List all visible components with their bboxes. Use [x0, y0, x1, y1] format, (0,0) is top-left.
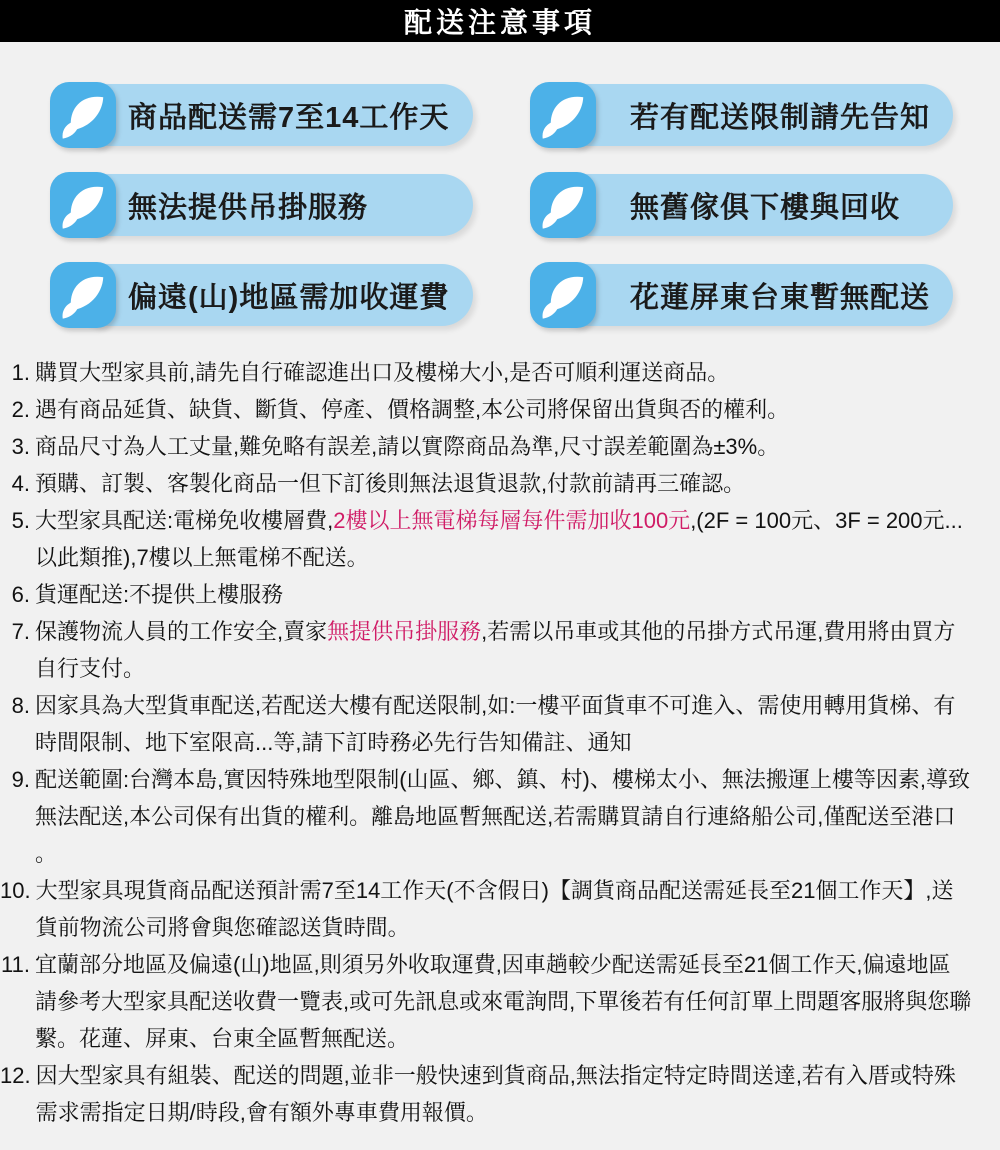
note-text: 因家具為大型貨車配送,若配送大樓有配送限制,如:一樓平面貨車不可進入、需使用轉用貨梯、有時間限制、地下室限高...等,請下訂時務必先行告知備註、通知 — [35, 693, 956, 755]
notes-list — [0, 354, 972, 1131]
note-item — [0, 354, 972, 391]
note-item — [0, 946, 972, 1057]
badge-no-old-furniture-removal — [530, 172, 953, 238]
badge-pill — [554, 174, 953, 236]
note-number: 9. — [11, 767, 30, 792]
note-number: 7. — [11, 619, 30, 644]
badge-label: 花蓮屏東台東暫無配送 — [630, 281, 931, 314]
note-number: 11. — [1, 952, 30, 977]
note-item — [0, 465, 972, 502]
note-number: 5. — [11, 508, 30, 533]
badge-pill — [74, 264, 473, 326]
note-text: 保護物流人員的工作安全,賣家無提供吊掛服務,若需以吊車或其他的吊掛方式吊運,費用將由買方自行支付。 — [35, 619, 956, 681]
note-number: 12. — [0, 1063, 31, 1088]
badge-grid — [50, 82, 950, 328]
leaf-icon — [530, 82, 596, 148]
badge-label: 偏遠(山)地區需加收運費 — [128, 281, 450, 314]
note-highlight-text: 無提供吊掛服務 — [327, 619, 482, 644]
badge-hualien-pingtung-taitung-no-delivery — [530, 262, 953, 328]
badge-pill — [554, 264, 953, 326]
note-item — [0, 1057, 972, 1131]
page-header — [0, 0, 1000, 42]
leaf-icon — [50, 262, 116, 328]
note-text: 大型家具現貨商品配送預計需7至14工作天(不含假日)【調貨商品配送需延長至21個工作天】,送貨前物流公司將會與您確認送貨時間。 — [35, 878, 954, 940]
leaf-icon — [50, 82, 116, 148]
note-text: 預購、訂製、客製化商品一但下訂後則無法退貨退款,付款前請再三確認。 — [35, 471, 746, 496]
note-item — [0, 391, 972, 428]
leaf-icon — [530, 172, 596, 238]
note-text: 商品尺寸為人工丈量,難免略有誤差,請以實際商品為準,尺寸誤差範圍為±3%。 — [35, 434, 780, 459]
badge-delivery-7-14-days — [50, 82, 473, 148]
note-item — [0, 872, 972, 946]
note-number: 1. — [11, 360, 30, 385]
note-item — [0, 502, 972, 576]
badge-remote-area-fee — [50, 262, 473, 328]
badge-delivery-restriction-notice — [530, 82, 953, 148]
note-number: 10. — [0, 878, 31, 903]
badge-pill — [74, 174, 473, 236]
note-text: 配送範圍:台灣本島,實因特殊地型限制(山區、鄉、鎮、村)、樓梯太小、無法搬運上樓等因素,導致無法配送,本公司保有出貨的權利。離島地區暫無配送,若需購買請自行連絡船公司,僅配送至港口。 — [35, 767, 970, 866]
badge-label: 無舊傢俱下樓與回收 — [630, 191, 901, 224]
note-number: 6. — [11, 582, 30, 607]
note-number: 2. — [11, 397, 30, 422]
leaf-icon — [530, 262, 596, 328]
note-text: 貨運配送:不提供上樓服務 — [35, 582, 284, 607]
note-number: 8. — [11, 693, 30, 718]
note-item — [0, 761, 972, 872]
note-text: 宜蘭部分地區及偏遠(山)地區,則須另外收取運費,因車趟較少配送需延長至21個工作天,偏遠地區請參考大型家具配送收費一覽表,或可先訊息或來電詢問,下單後若有任何訂單上問題客服將與您聯繫。花蓮、屏東、台東全區暫無配送。 — [35, 952, 972, 1051]
note-item — [0, 687, 972, 761]
note-number: 3. — [11, 434, 30, 459]
leaf-icon — [50, 172, 116, 238]
note-number: 4. — [11, 471, 30, 496]
note-item — [0, 428, 972, 465]
note-highlight-text: 2樓以上無電梯每層每件需加收100元 — [333, 508, 691, 533]
badge-label: 無法提供吊掛服務 — [128, 191, 369, 224]
badge-label: 若有配送限制請先告知 — [630, 101, 931, 134]
note-text: 遇有商品延貨、缺貨、斷貨、停產、價格調整,本公司將保留出貨與否的權利。 — [35, 397, 790, 422]
badge-no-hoisting-service — [50, 172, 473, 238]
note-item — [0, 613, 972, 687]
note-item — [0, 576, 972, 613]
badge-pill — [74, 84, 473, 146]
note-text: 因大型家具有組裝、配送的問題,並非一般快速到貨商品,無法指定特定時間送達,若有入厝或特殊需求需指定日期/時段,會有額外專車費用報價。 — [35, 1063, 956, 1125]
page-title: 配送注意事項 — [403, 7, 596, 38]
badge-label: 商品配送需7至14工作天 — [128, 101, 450, 134]
note-text: 大型家具配送:電梯免收樓層費,2樓以上無電梯每層每件需加收100元,(2F = 100元、3F = 200元...以此類推),7樓以上無電梯不配送。 — [35, 508, 963, 570]
badge-pill — [554, 84, 953, 146]
note-text: 購買大型家具前,請先自行確認進出口及樓梯大小,是否可順利運送商品。 — [35, 360, 730, 385]
